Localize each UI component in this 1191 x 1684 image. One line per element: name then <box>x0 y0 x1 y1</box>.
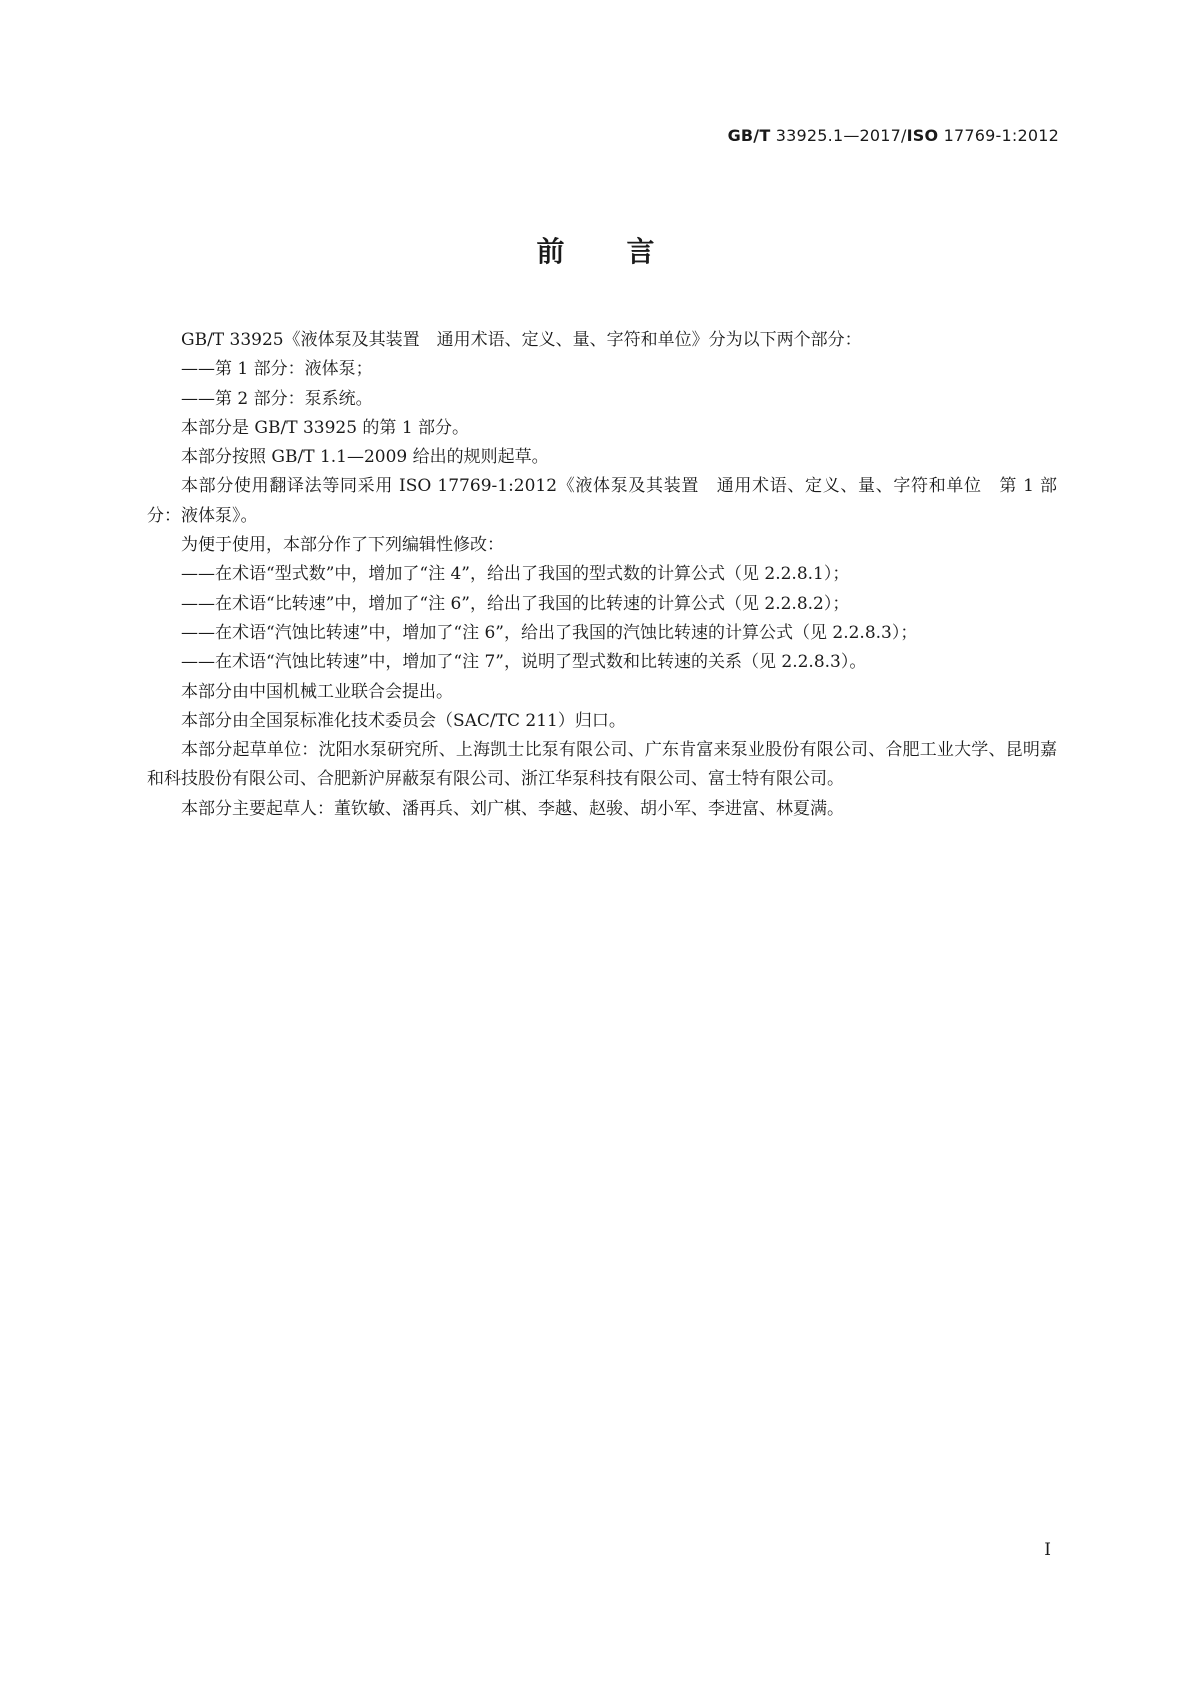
paragraph: ——第 1 部分：液体泵； <box>181 359 373 380</box>
paragraph: ——第 2 部分：泵系统。 <box>181 388 373 409</box>
page-number: I <box>1044 1540 1051 1560</box>
paragraph: ——在术语“型式数”中，增加了“注 4”，给出了我国的型式数的计算公式（见 2.2.8.1）； <box>181 564 850 585</box>
page-title: 前言 <box>536 235 717 268</box>
standard-code-part: 17769-1:2012 <box>943 126 1059 145</box>
paragraph: ——在术语“比转速”中，增加了“注 6”，给出了我国的比转速的计算公式（见 2.2.8.2）； <box>181 593 850 614</box>
paragraph: ——在术语“汽蚀比转速”中，增加了“注 7”，说明了型式数和比转速的关系（见 2.2.8.3）。 <box>181 652 867 673</box>
paragraph: 本部分起草单位：沈阳水泵研究所、上海凯士比泵有限公司、广东肯富来泵业股份有限公司、合肥工业大学、昆明嘉和科技股份有限公司、合肥新沪屏蔽泵有限公司、浙江华泵科技有限公司、富士特有限公司。 <box>147 740 1057 790</box>
paragraph: 本部分使用翻译法等同采用 ISO 17769-1:2012《液体泵及其装置 通用术语、定义、量、字符和单位 第 1 部分：液体泵》。 <box>147 476 1057 526</box>
paragraph: 本部分按照 GB/T 1.1—2009 给出的规则起草。 <box>181 447 549 468</box>
paragraph: 本部分是 GB/T 33925 的第 1 部分。 <box>181 417 470 438</box>
foreword-body <box>147 326 1057 824</box>
standard-code-header <box>728 126 1059 145</box>
paragraph: 本部分由全国泵标准化技术委员会（SAC/TC 211）归口。 <box>181 710 626 731</box>
standard-code-part: 33925.1—2017/ <box>775 126 907 145</box>
paragraph: 本部分由中国机械工业联合会提出。 <box>181 681 453 702</box>
paragraph: 本部分主要起草人：董钦敏、潘再兵、刘广棋、李越、赵骏、胡小军、李进富、林夏满。 <box>181 798 844 819</box>
standard-code-part: ISO <box>906 126 939 145</box>
paragraph: GB/T 33925《液体泵及其装置 通用术语、定义、量、字符和单位》分为以下两个部分： <box>181 330 862 350</box>
paragraph: 为便于使用，本部分作了下列编辑性修改： <box>181 535 504 556</box>
standard-code-part: GB/T <box>727 126 771 145</box>
paragraph: ——在术语“汽蚀比转速”中，增加了“注 6”，给出了我国的汽蚀比转速的计算公式（见 2.2.8.3）； <box>181 622 918 643</box>
